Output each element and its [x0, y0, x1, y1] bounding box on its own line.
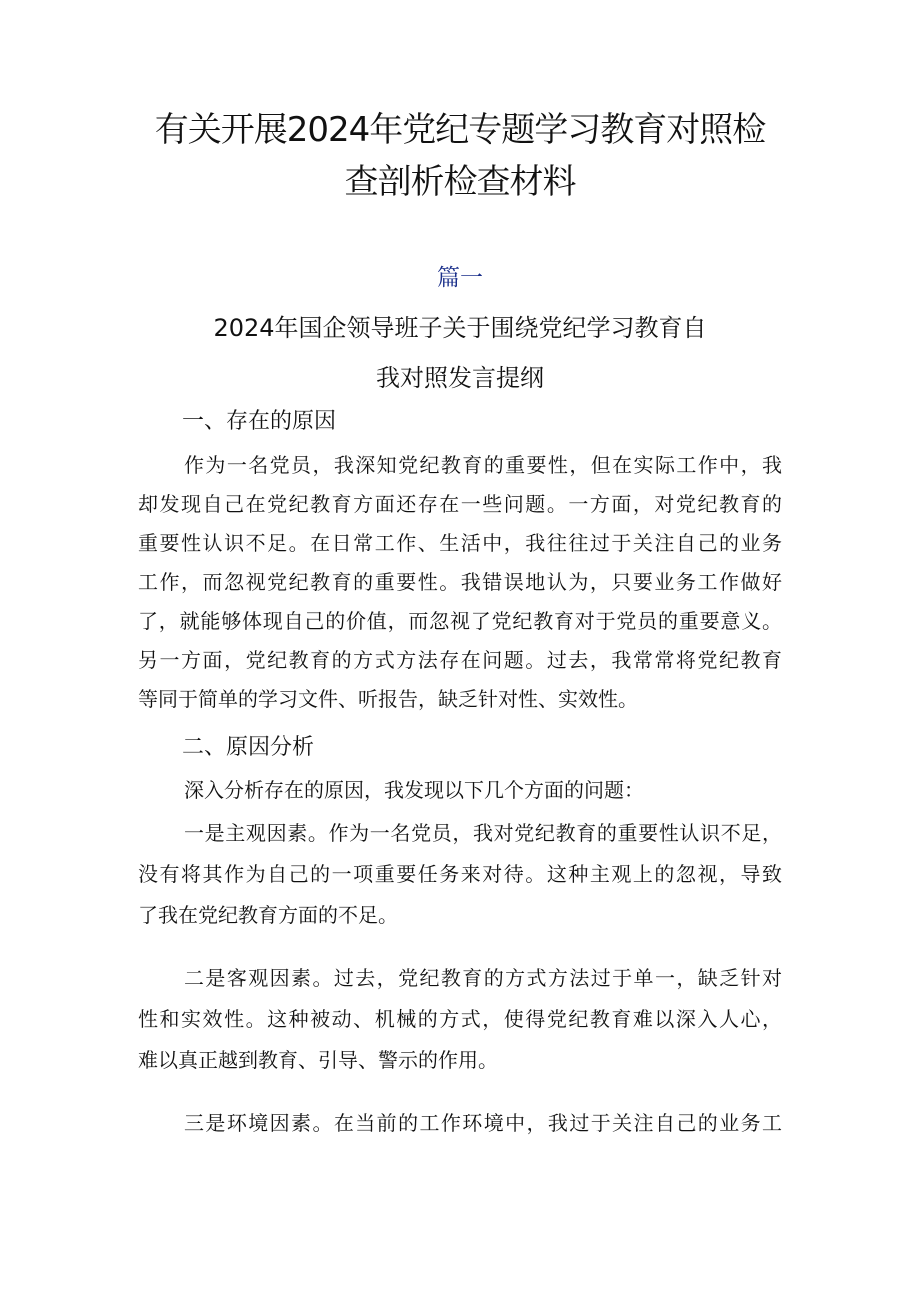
paragraph-line: 三是环境因素。在当前的工作环境中，我过于关注自己的业务工	[184, 1111, 782, 1135]
paragraph-line: 却发现自己在党纪教育方面还存在一些问题。一方面，对党纪教育的	[138, 492, 782, 516]
paragraph-line: 了，就能够体现自己的价值，而忽视了党纪教育对于党员的重要意义。	[138, 609, 782, 633]
paragraph-line: 深入分析存在的原因，我发现以下几个方面的问题：	[184, 778, 644, 802]
document-title-line-1: 有关开展2024年党纪专题学习教育对照检	[154, 110, 766, 150]
subtitle-line-1: 2024年国企领导班子关于围绕党纪学习教育自	[213, 314, 707, 342]
part-label: 篇一	[437, 265, 483, 291]
paragraph-line: 等同于简单的学习文件、听报告，缺乏针对性、实效性。	[138, 687, 638, 711]
paragraph-line: 没有将其作为自己的一项重要任务来对待。这种主观上的忽视，导致	[138, 862, 782, 886]
paragraph-line: 了我在党纪教育方面的不足。	[138, 903, 398, 927]
section-heading-existing-causes: 一、存在的原因	[182, 409, 337, 434]
paragraph-line: 一是主观因素。作为一名党员，我对党纪教育的重要性认识不足，	[184, 821, 782, 845]
paragraph-line: 性和实效性。这种被动、机械的方式，使得党纪教育难以深入人心，	[138, 1007, 782, 1031]
paragraph-line: 二是客观因素。过去，党纪教育的方式方法过于单一，缺乏针对	[184, 966, 782, 990]
document-title-line-2: 查剖析检查材料	[344, 162, 576, 202]
section-heading-cause-analysis: 二、原因分析	[182, 735, 315, 760]
paragraph-line: 另一方面，党纪教育的方式方法存在问题。过去，我常常将党纪教育	[138, 648, 782, 672]
paragraph-line: 工作，而忽视党纪教育的重要性。我错误地认为，只要业务工作做好	[138, 570, 782, 594]
paragraph-line: 难以真正越到教育、引导、警示的作用。	[138, 1048, 498, 1072]
paragraph-line: 作为一名党员，我深知党纪教育的重要性，但在实际工作中，我	[184, 453, 782, 477]
paragraph-line: 重要性认识不足。在日常工作、生活中，我往往过于关注自己的业务	[138, 531, 782, 555]
subtitle-line-2: 我对照发言提纲	[376, 364, 544, 392]
